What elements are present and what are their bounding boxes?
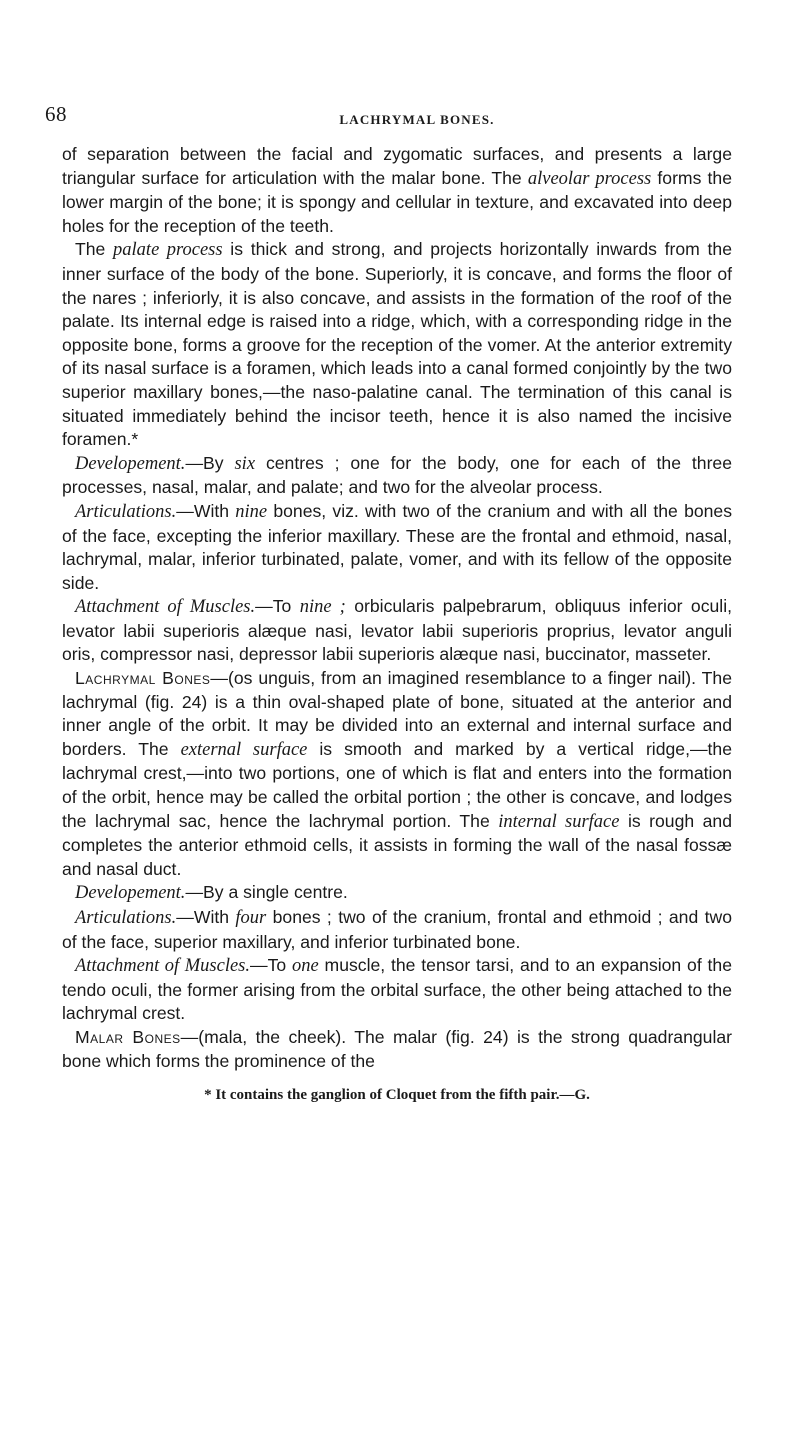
italic-text: Attachment of Muscles. bbox=[75, 597, 256, 618]
page-header bbox=[45, 88, 732, 128]
text-run: muscle, the tensor tarsi, and to an expansion of the tendo oculi, the former arising from the orbital surface, the other being attached to the lachrymal crest. bbox=[62, 955, 732, 1024]
book-page bbox=[45, 88, 733, 1104]
italic-text: alveolar process bbox=[527, 168, 652, 189]
text-run: centres ; one for the body, one for each of the three processes, nasal, malar, and palate; and two for the alveolar process. bbox=[62, 452, 732, 498]
text-run: is rough and completes the anterior ethmoid cells, it assists in forming the wall of the nasal fossæ and nasal duct. bbox=[62, 810, 732, 879]
text-run: is smooth and marked by a vertical ridge,—the lachrymal crest,—into two portions, one of which is flat and enters into the formation of the orbit, hence may be called the orbital portion ; the other is concave, and lodges the lachrymal sac, hence the lachrymal portion. The bbox=[62, 738, 733, 831]
text-run: —To bbox=[250, 955, 293, 976]
text-run: —With bbox=[176, 907, 236, 927]
text-run: is thick and strong, and projects horizontally inwards from the inner surface of the body of the bone. Superiorly, it is concave, and forms the floor of the nares ; inferiorly, it is also concave, and assists in the formation of the roof of the palate. Its internal edge is raised into a ridge, which, with a corresponding ridge in the opposite bone, forms a groove for the reception of the vomer. At the anterior extremity of its nasal surface is a foramen, which leads into a canal formed conjointly by the two superior maxillary bones,—the naso-palatine canal. The termination of this canal is situated immediately behind the incisor teeth, hence it is also named the incisive foramen.* bbox=[62, 239, 732, 450]
italic-text: four bbox=[235, 908, 267, 928]
italic-text: nine ; bbox=[299, 597, 346, 618]
paragraph bbox=[62, 667, 732, 881]
footnote: * It contains the ganglion of Cloquet from the fifth pair.—G. bbox=[204, 1087, 590, 1104]
paragraph bbox=[62, 595, 732, 667]
italic-text: external surface bbox=[180, 739, 308, 760]
italic-text: Developement. bbox=[75, 453, 186, 474]
text-run: —With bbox=[176, 500, 236, 521]
italic-text: Attachment of Muscles. bbox=[75, 956, 251, 977]
text-run: The bbox=[75, 239, 114, 260]
text-run: —By bbox=[185, 452, 235, 473]
italic-text: one bbox=[292, 956, 319, 977]
paragraph bbox=[62, 452, 732, 500]
text-run: —To bbox=[255, 596, 300, 617]
running-head: LACHRYMAL BONES. bbox=[339, 112, 495, 127]
italic-text: palate process bbox=[113, 240, 223, 261]
text-run: of separation between the facial and zygomatic surfaces, and presents a large triangular surface for articulation with the malar bone. The bbox=[62, 144, 732, 188]
body-text bbox=[62, 128, 732, 1073]
paragraph bbox=[62, 143, 732, 238]
italic-text: six bbox=[234, 453, 256, 474]
paragraph bbox=[62, 954, 732, 1026]
paragraph bbox=[62, 906, 732, 954]
italic-text: internal surface bbox=[498, 811, 620, 832]
italic-text: Developement. bbox=[75, 883, 186, 904]
small-caps-heading: Lachrymal Bones bbox=[75, 668, 211, 689]
text-run: —By a single centre. bbox=[185, 882, 348, 903]
italic-text: Articulations. bbox=[75, 908, 177, 928]
text-run: forms the lower margin of the bone; it is spongy and cellular in texture, and excavated into deep holes for the reception of the teeth. bbox=[62, 167, 732, 236]
paragraph bbox=[62, 238, 732, 451]
text-run: bones ; two of the cranium, frontal and ethmoid ; and two of the face, superior maxillary, and inferior turbinated bone. bbox=[62, 907, 732, 952]
text-run: bones, viz. with two of the cranium and with all the bones of the face, excepting the inferior maxillary. These are the frontal and ethmoid, nasal, lachrymal, malar, inferior turbinated, palate, vomer, and with its fellow of the opposite side. bbox=[62, 500, 733, 593]
text-run: —(os unguis, from an imagined resemblance to a finger nail). The lachrymal (fig. 24) is a thin oval-shaped plate of bone, situated at the anterior and inner angle of the orbit. It may be divided into an external and internal surface and borders. The bbox=[62, 668, 732, 759]
paragraph bbox=[62, 500, 732, 595]
paragraph bbox=[62, 1026, 732, 1073]
text-run: —(mala, the cheek). The malar (fig. 24) is the strong quadrangular bone which forms the prominence of the bbox=[62, 1026, 732, 1071]
italic-text: Articulations. bbox=[75, 501, 177, 522]
italic-text: nine bbox=[235, 501, 268, 522]
paragraph bbox=[62, 881, 732, 906]
page-number: 68 bbox=[45, 102, 67, 126]
text-run: orbicularis palpebrarum, obliquus inferior oculi, levator labii superioris alæque nasi, levator labii superioris proprius, levator anguli oris, compressor nasi, depressor labii superioris alæque nasi, buccinator, masseter. bbox=[62, 596, 732, 665]
small-caps-heading: Malar Bones bbox=[75, 1026, 181, 1047]
